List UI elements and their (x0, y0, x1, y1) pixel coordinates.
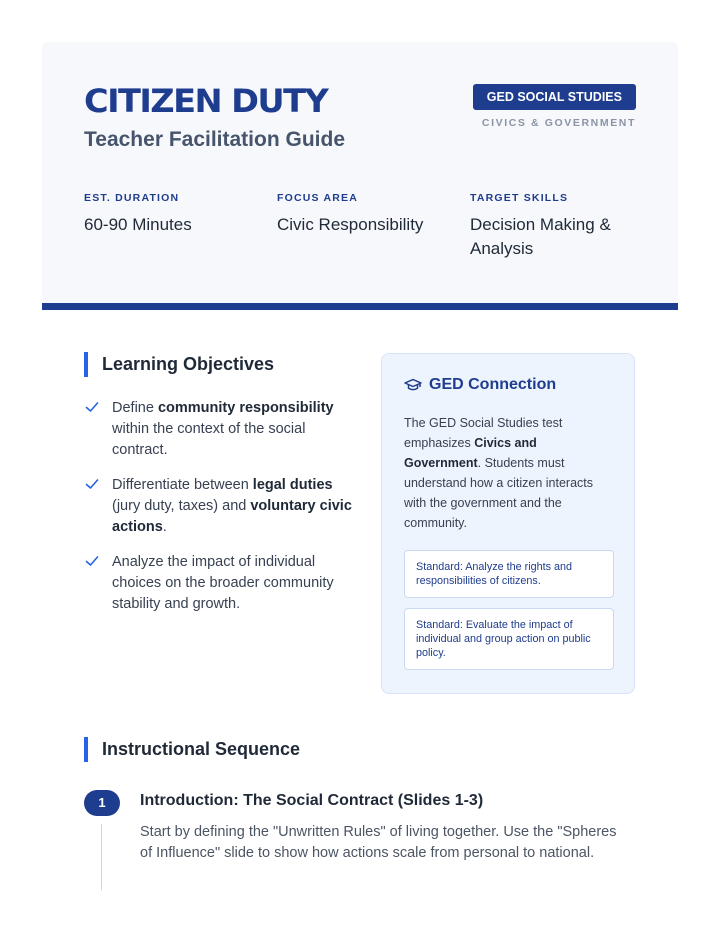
ged-connection-card (381, 353, 635, 694)
objectives-list (84, 398, 354, 629)
header-panel (42, 42, 678, 304)
ged-text: The GED Social Studies test emphasizes (404, 416, 563, 450)
ged-emphasis: Civics and Government (404, 436, 537, 470)
objective-emphasis: community responsibility (157, 400, 334, 416)
header-divider (42, 303, 678, 310)
objective-text: Analyze the impact of individual choices on the broader community stability and growth. (112, 554, 334, 612)
list-item (84, 552, 354, 615)
meta-value: Decision Making & Analysis (470, 215, 611, 258)
step-connector (101, 824, 102, 890)
subject-subcategory: CIVICS & GOVERNMENT (481, 117, 636, 129)
meta-label: EST. DURATION (84, 192, 180, 204)
meta-label: TARGET SKILLS (470, 192, 569, 204)
ged-description (404, 413, 616, 533)
objective-emphasis: legal duties (252, 477, 333, 493)
step-description: Start by defining the "Unwritten Rules" of living together. Use the "Spheres of Influence" slide to show how actions scale from personal to national. (140, 824, 617, 861)
objective-text: Differentiate between (112, 477, 253, 493)
step-number-badge: 1 (84, 790, 120, 816)
standard-box: Standard: Evaluate the impact of individual and group action on public policy. (404, 608, 614, 670)
objective-text: . (162, 519, 167, 535)
check-icon (84, 399, 100, 415)
meta-value: 60-90 Minutes (84, 215, 192, 234)
check-icon (84, 476, 100, 492)
objective-text: Define (112, 400, 158, 416)
meta-value: Civic Responsibility (277, 215, 424, 234)
meta-focus (277, 192, 457, 237)
meta-label: FOCUS AREA (277, 192, 359, 204)
objective-text: within the context of the social contract. (112, 421, 306, 458)
objective-emphasis: voluntary civic actions (112, 498, 352, 535)
objectives-heading: Learning Objectives (84, 352, 274, 377)
standard-box: Standard: Analyze the rights and responsibilities of citizens. (404, 550, 614, 598)
meta-duration (84, 192, 254, 237)
objective-text: (jury duty, taxes) and (112, 498, 251, 514)
graduation-cap-icon (404, 378, 422, 392)
subject-badge: GED SOCIAL STUDIES (473, 84, 636, 110)
list-item (84, 475, 354, 538)
page-title: CITIZEN DUTY (84, 82, 328, 120)
check-icon (84, 553, 100, 569)
step-title: Introduction: The Social Contract (Slides 1-3) (140, 792, 484, 809)
ged-text: . Students must understand how a citizen interacts with the government and the community. (404, 456, 593, 530)
ged-heading-label: GED Connection (429, 376, 557, 393)
list-item (84, 398, 354, 461)
page-subtitle: Teacher Facilitation Guide (84, 128, 346, 151)
sequence-heading: Instructional Sequence (84, 737, 300, 762)
ged-heading (404, 376, 556, 394)
meta-skills (470, 192, 640, 261)
